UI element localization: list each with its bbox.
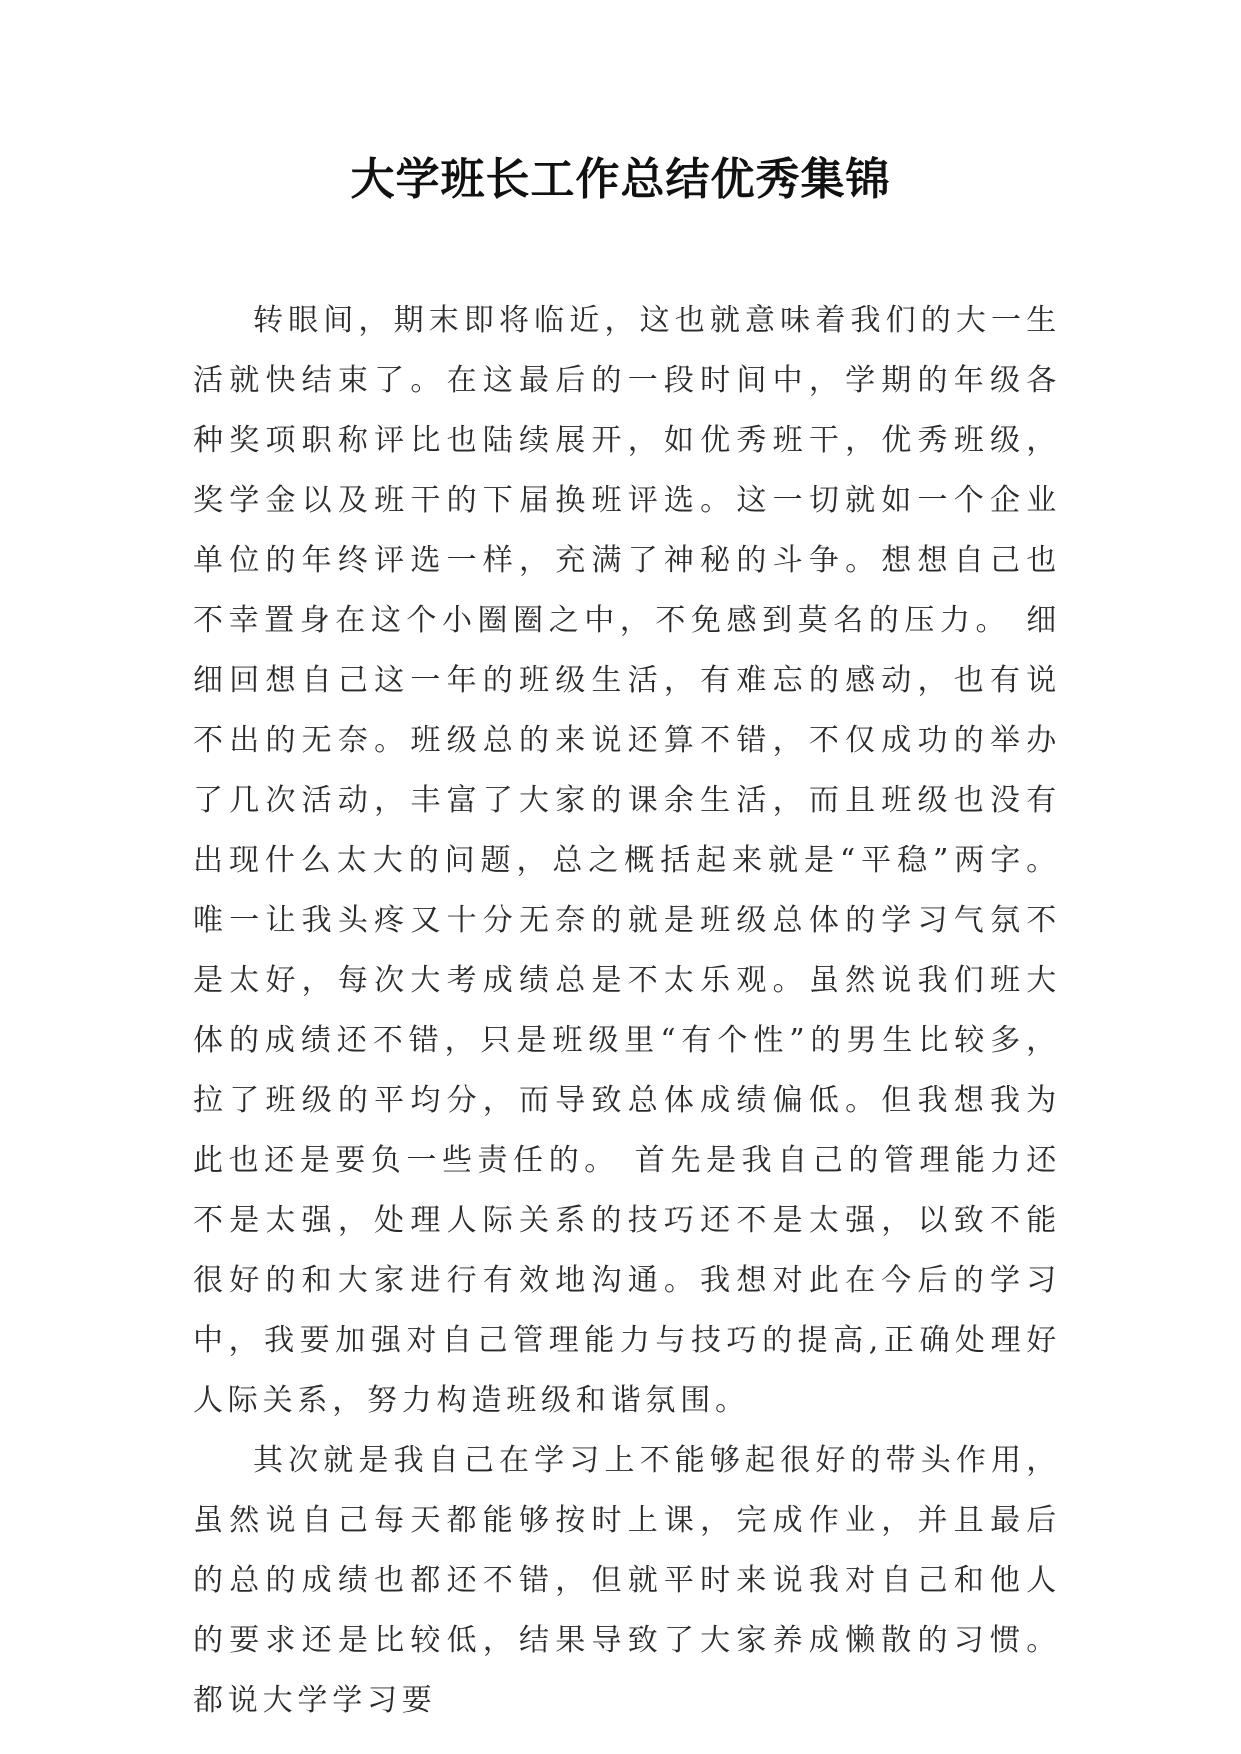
document-title: 大学班长工作总结优秀集锦 bbox=[350, 154, 891, 205]
paragraph: 其次就是我自己在学习上不能够起很好的带头作用，虽然说自己每天都能够按时上课，完成作业，并且最后的总的成绩也都还不错，但就平时来说我对自己和他人的要求还是比较低，结果导致了大家养成懒散的习惯。都说大学学习要 bbox=[193, 1443, 1061, 1718]
document-body bbox=[193, 291, 1061, 1731]
paragraph: 转眼间，期末即将临近，这也就意味着我们的大一生活就快结束了。在这最后的一段时间中，学期的年级各种奖项职称评比也陆续展开，如优秀班干，优秀班级，奖学金以及班干的下届换班评选。这一切就如一个企业单位的年终评选一样，充满了神秘的斗争。想想自己也不幸置身在这个小圈圈之中，不免感到莫名的压力。 细细回想自己这一年的班级生活，有难忘的感动，也有说不出的无奈。班级总的来说还算不错，不仅成功的举办了几次活动，丰富了大家的课余生活，而且班级也没有出现什么太大的问题，总之概括起来就是“平稳”两字。唯一让我头疼又十分无奈的就是班级总体的学习气氛不是太好，每次大考成绩总是不太乐观。虽然说我们班大体的成绩还不错，只是班级里“有个性”的男生比较多，拉了班级的平均分，而导致总体成绩偏低。但我想我为此也还是要负一些责任的。 首先是我自己的管理能力还不是太强，处理人际关系的技巧还不是太强，以致不能很好的和大家进行有效地沟通。我想对此在今后的学习中，我要加强对自己管理能力与技巧的提高,正确处理好人际关系，努力构造班级和谐氛围。 bbox=[193, 303, 1061, 1418]
